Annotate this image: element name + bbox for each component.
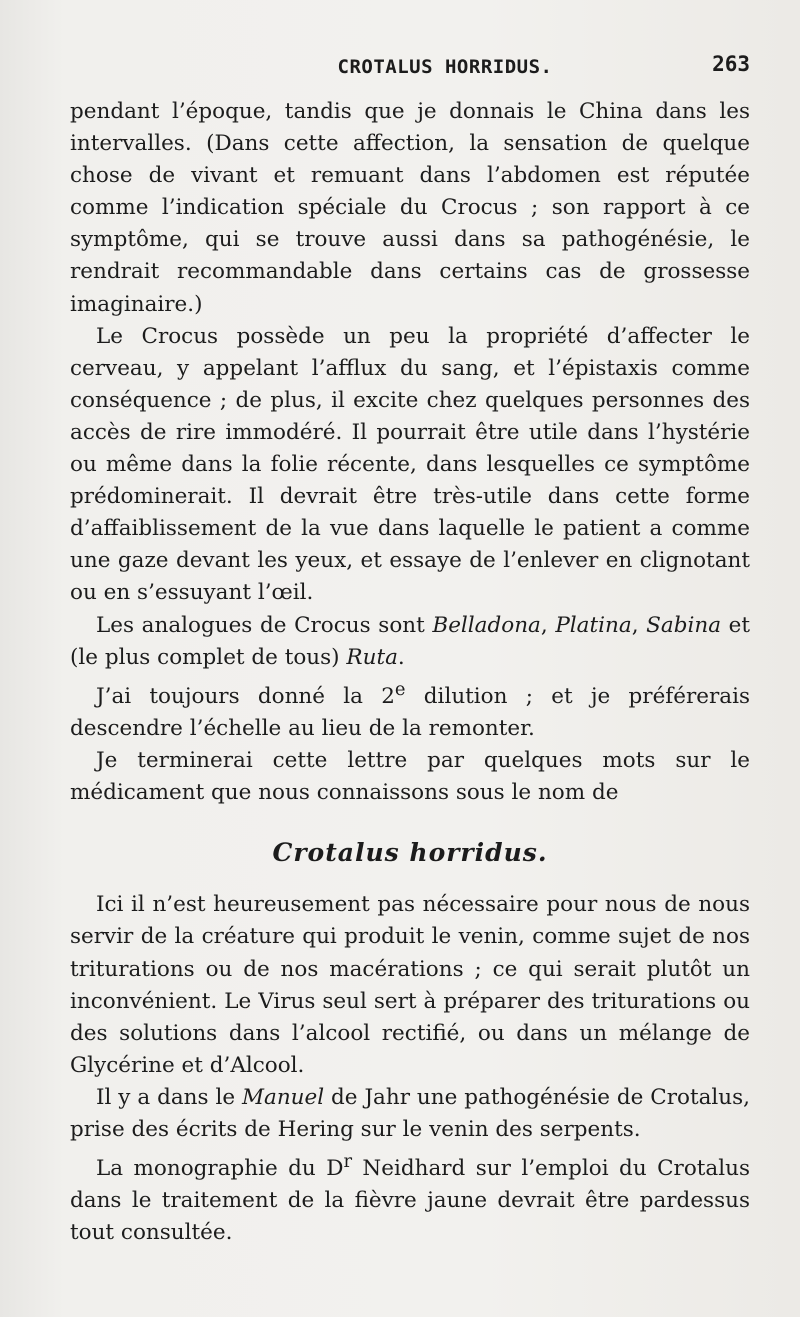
paragraph-crocus-properties: Le Crocus possède un peu la propriété d’affecter le cerveau, y appelant l’afflux du sang, et l’épistaxis comme conséquence ; de plus, il excite chez quelques personnes des accès de rire immodéré. Il pourrait être utile dans l’hystérie ou même dans la folie récente, dans lesquelles ce symptôme prédominerait. Il devrait être très-utile dans cette forme d’affaiblissement de la vue dans laquelle le patient a comme une gaze devant les yeux, et essaye de l’enlever en clignotant ou en s’essuyant l’œil. [70,323,750,606]
running-head [70,52,750,86]
analogues-end: . [397,644,405,670]
manual-before: Il y a dans le [96,1084,242,1110]
monograph-before: La monographie du D [96,1156,344,1182]
manual-after: de Jahr une pathogénésie de Crotalus, prise des écrits de Hering sur le venin des serpents. [70,1084,750,1142]
paragraph-dilution [70,674,750,745]
separator: , [540,612,556,638]
monograph-superscript: r [343,1151,352,1173]
paragraph-crocus-analogues [70,610,750,674]
remedy-platina: Platina [555,612,632,638]
body-text [70,96,750,1250]
dilution-after: dilution ; et je préférerais descendre l’échelle au lieu de la remonter. [70,683,750,741]
manual-title: Manuel [241,1084,325,1110]
monograph-after: Neidhard sur l’emploi du Crotalus dans le traitement de la fièvre jaune devrait être pardessus tout consultée. [70,1156,750,1246]
paragraph-continuation: pendant l’époque, tandis que je donnais le China dans les intervalles. (Dans cette affection, la sensation de quelque chose de vivant et remuant dans l’abdomen est réputée comme l’indication spéciale du Crocus ; son rapport à ce symptôme, qui se trouve aussi dans sa pathogénésie, le rendrait recommandable dans certains cas de grossesse imaginaire.) [70,99,750,317]
analogues-intro: Les analogues de Crocus sont [96,612,433,638]
running-title: CROTALUS HORRIDUS. [337,56,553,78]
page-number: 263 [712,52,750,76]
paragraph-crotalus-monograph [70,1146,750,1249]
dilution-superscript: e [394,678,406,700]
analogues-middle: et (le plus complet de tous) [70,612,751,670]
paragraph-closing: Je terminerai cette lettre par quelques mots sur le médicament que nous connaissons sous le nom de [70,748,750,806]
remedy-sabina: Sabina [646,612,722,638]
paragraph-crotalus-preparation: Ici il n’est heureusement pas nécessaire pour nous de nous servir de la créature qui produit le venin, comme sujet de nos triturations ou de nos macérations ; ce qui serait plutôt un inconvénient. Le Virus seul sert à préparer des triturations ou des solutions dans l’alcool rectifié, ou dans un mélange de Glycérine et d’Alcool. [70,892,750,1078]
section-heading: Crotalus horridus. [272,838,548,868]
separator: , [631,612,647,638]
paragraph-crotalus-manual [70,1082,750,1146]
remedy-ruta: Ruta [346,644,398,670]
dilution-before: J’ai toujours donné la 2 [96,683,395,709]
remedy-belladona: Belladona [432,612,541,638]
